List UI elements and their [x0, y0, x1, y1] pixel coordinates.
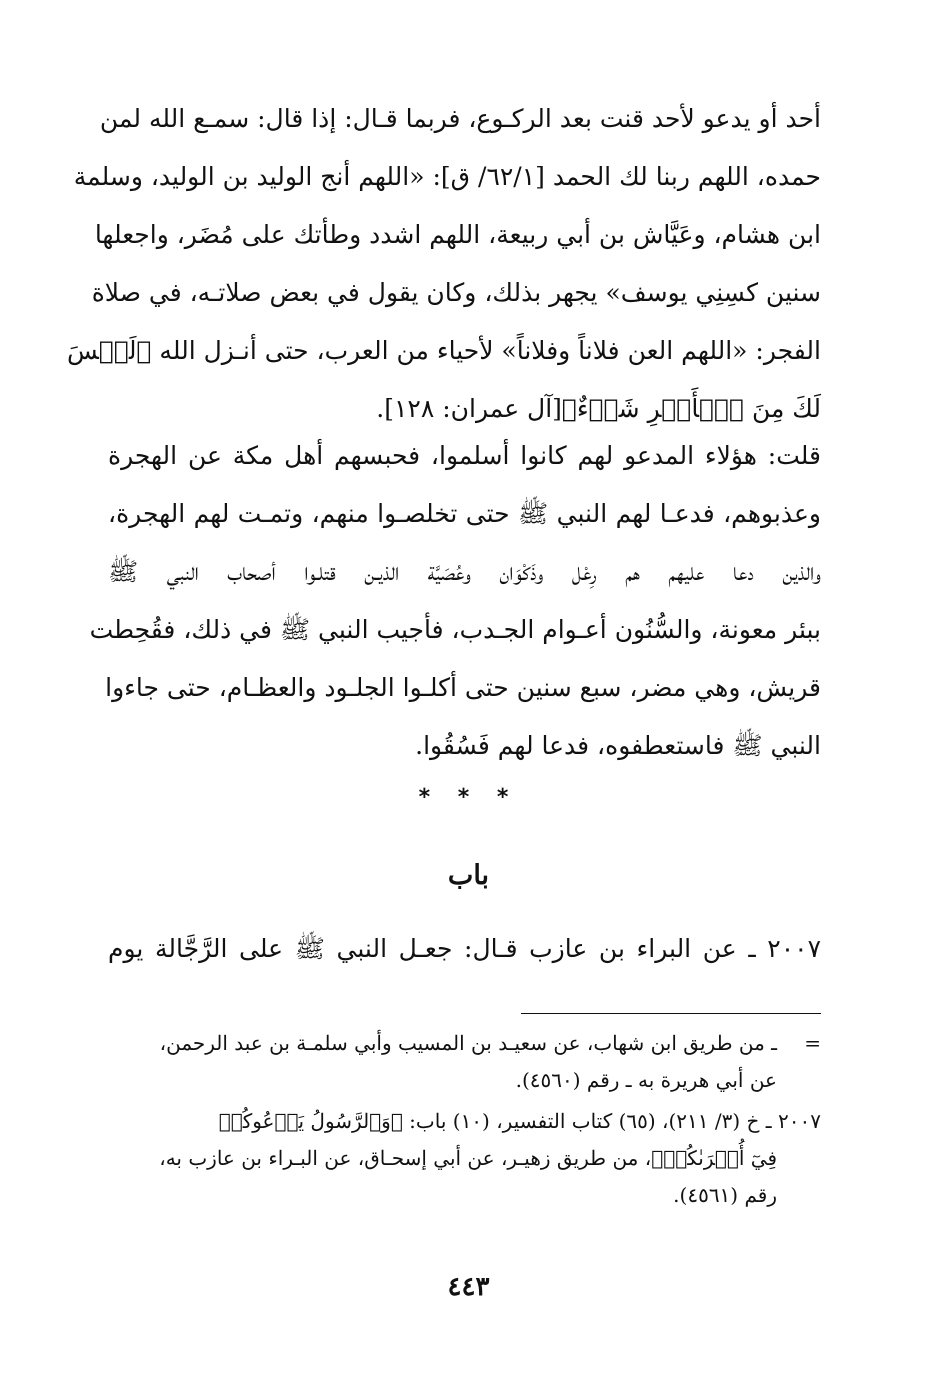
text-line: لَكَ مِنَ ٱلۡأَمۡرِ شَيۡءٌ﴾[آل عمران: ١٢٨]. [376, 394, 821, 423]
text-line: النبي ﷺ فاستعطفوه، فدعا لهم فَسُقُوا. [415, 731, 821, 760]
footnote-continuation [108, 1025, 821, 1099]
text-line: قريش، وهي مضر، سبع سنين حتى أكلـوا الجلـود والعظـام، حتى جاءوا [105, 673, 821, 702]
text-line: الفجر: «اللهم العن فلاناً وفلاناً» لأحياء من العرب، حتى أنـزل الله ﴿لَيۡسَ [66, 336, 821, 365]
footnote-2007 [108, 1103, 821, 1214]
paragraph-commentary [89, 427, 821, 775]
page-number: ٤٤٣ [447, 1272, 490, 1302]
continuation-marker: = [804, 1031, 821, 1055]
footnote-line [108, 1025, 821, 1062]
text-line: ببئر معونة، والسُّنُون أعـوام الجـدب، فأجيب النبي ﷺ في ذلك، فقُحِطت [89, 615, 821, 644]
paragraph-hadith-text [66, 90, 821, 438]
text-line: قلت: هؤلاء المدعو لهم كانوا أسلموا، فحبسهم أهل مكة عن الهجرة [108, 441, 821, 470]
footnote-divider [521, 1013, 821, 1014]
footnote-line: عن أبي هريرة به ـ رقم (٤٥٦٠). [515, 1068, 777, 1092]
text-line: حمده، اللهم ربنا لك الحمد [٦٢/١/ ق]: «اللهم أنج الوليد بن الوليد، وسلمة [73, 162, 821, 191]
hadith-2007-line: ٢٠٠٧ ـ عن البراء بن عازب قـال: جعـل النبي ﷺ على الرَّجَّالة يوم [108, 934, 821, 963]
footnotes [108, 1025, 821, 1218]
footnote-text: ـ من طريق ابن شهاب، عن سعيـد بن المسيب وأبي سلمـة بن عبد الرحمن، [159, 1031, 777, 1055]
text-line: ابن هشام، وعَيَّاش بن أبي ربيعة، اللهم اشدد وطأتك على مُضَر، واجعلها [94, 220, 821, 249]
footnote-line: رقم (٤٥٦١). [673, 1183, 777, 1207]
footnote-line: فِيٓ أُخۡرَىٰكُمۡ﴾، من طريق زهيـر، عن أبي إسحـاق، عن البـراء بن عازب به، [159, 1146, 777, 1170]
text-line: أحد أو يدعو لأحد قنت بعد الركـوع، فربما قـال: إذا قال: سمـع الله لمن [99, 104, 821, 133]
text-line: والذين دعا عليهم هم رِعْل وذَكْوَان وعُصَيَّة الذيـن قتلـوا أصحاب النبي ﷺ [108, 557, 821, 586]
section-separator: * * * [418, 785, 519, 810]
text-line: سنين كسِنِي يوسف» يجهر بذلك، وكان يقول في بعض صلاتـه، في صلاة [91, 278, 821, 307]
text-line: وعذبوهم، فدعـا لهم النبي ﷺ حتى تخلصـوا منهم، وتمـت لهم الهجرة، [108, 499, 821, 528]
footnote-line: ٢٠٠٧ ـ خ (٣/ ٢١١)، (٦٥) كتاب التفسير، (١٠) باب: ﴿وَٱلرَّسُولُ يَدۡعُوكُمۡ [218, 1109, 821, 1133]
section-title: باب [447, 860, 490, 891]
